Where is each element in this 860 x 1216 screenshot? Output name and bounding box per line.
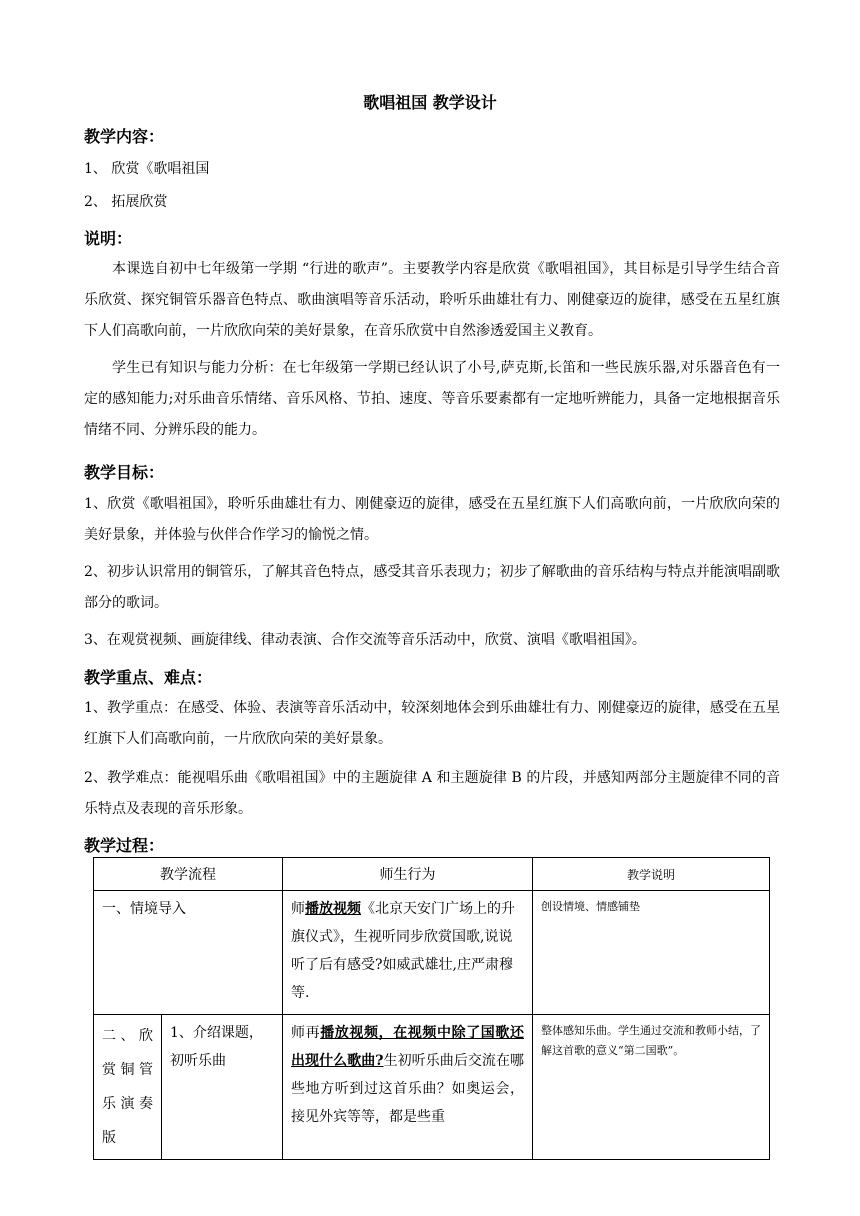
goal-item-1: 1、欣赏《歌唱祖国》，聆听乐曲雄壮有力、刚健豪迈的旋律，感受在五星红旗下人们高歌向前，一片欣欣向荣的美好景象，并体验与伙伴合作学习的愉悦之情。 <box>84 496 780 543</box>
section-heading-process: 教学过程： <box>84 836 165 855</box>
header-note: 教学说明 <box>533 858 770 891</box>
explanation-paragraph-1: 本课选自初中七年级第一学期 “行进的歌声”。主要教学内容是欣赏《歌唱祖国》，其目标是引导学生结合音乐欣赏、探究铜管乐器音色特点、歌曲演唱等音乐活动，聆听乐曲雄壮有力、刚健豪迈的旋律，感受在五星红旗下人们高歌向前，一片欣欣向荣的美好景象，在音乐欣赏中自然渗透爱国主义教育。 <box>84 261 780 339</box>
action-text <box>283 891 532 1011</box>
explanation-paragraph-2: 学生已有知识与能力分析：在七年级第一学期已经认识了小号,萨克斯,长笛和一些民族乐器,对乐器音色有一定的感知能力;对乐曲音乐情绪、音乐风格、节拍、速度、等音乐要素都有一定地听辨能力，具备一定地根据音乐情绪不同、分辨乐段的能力。 <box>84 360 780 438</box>
note-text: 创设情境、情感铺垫 <box>541 900 640 913</box>
content-item-1: 1、 欣赏《歌唱祖国 <box>84 161 210 177</box>
section-heading-explanation: 说明： <box>84 229 133 248</box>
table-header-row <box>94 858 770 891</box>
note-cell <box>533 1015 770 1160</box>
table-row <box>94 891 770 1015</box>
content-item-2: 2、 拓展欣赏 <box>84 194 168 210</box>
action-rest: 《北京天安门广场上的升旗仪式》，生视听同步欣赏国歌,说说听了后有感受?如威武雄壮,庄严肃穆等. <box>291 901 515 1001</box>
section-heading-focus: 教学重点、难点： <box>84 668 213 687</box>
action-prefix: 师再 <box>291 1025 321 1041</box>
stage-cell <box>94 891 283 1015</box>
section-heading-content: 教学内容： <box>84 127 165 146</box>
section-heading-goals: 教学目标： <box>84 463 165 482</box>
action-cell <box>283 891 533 1015</box>
action-text <box>283 1015 532 1135</box>
stage-cell <box>94 1015 162 1160</box>
table-row <box>94 1015 770 1160</box>
stage-label: 一、情境导入 <box>102 901 186 917</box>
focus-item-1: 1、教学重点：在感受、体验、表演等音乐活动中，较深刻地体会到乐曲雄壮有力、刚健豪迈的旋律，感受在五星红旗下人们高歌向前，一片欣欣向荣的美好景象。 <box>84 700 780 747</box>
action-rest: 生初听乐曲后交流在哪些地方听到过这首乐曲？如奥运会，接见外宾等等，都是些重 <box>291 1053 525 1125</box>
header-action: 师生行为 <box>283 858 533 891</box>
focus-item-2: 2、教学难点：能视唱乐曲《歌唱祖国》中的主题旋律 A 和主题旋律 B 的片段，并感知两部分主题旋律不同的音乐特点及表现的音乐形象。 <box>84 770 780 817</box>
goal-item-3: 3、在观赏视频、画旋律线、律动表演、合作交流等音乐活动中，欣赏、演唱《歌唱祖国》。 <box>84 632 646 648</box>
action-cell <box>283 1015 533 1160</box>
page-title: 歌唱祖国 教学设计 <box>363 93 497 112</box>
action-emphasis: 播放视频，在视频中除了国歌还出现什么歌曲? <box>291 1025 525 1069</box>
header-stage: 教学流程 <box>94 858 283 891</box>
process-table <box>93 857 770 1160</box>
action-prefix: 师 <box>291 901 305 917</box>
stage-label: 二、欣赏铜管乐演奏版 <box>102 1028 153 1146</box>
action-emphasis: 播放视频 <box>305 901 361 917</box>
substage-cell <box>162 1015 283 1160</box>
note-cell <box>533 891 770 1015</box>
goal-item-2: 2、初步认识常用的铜管乐，了解其音色特点，感受其音乐表现力；初步了解歌曲的音乐结构与特点并能演唱副歌部分的歌词。 <box>84 564 780 611</box>
note-text: 整体感知乐曲。学生通过交流和教师小结，了解这首歌的意义“第二国歌”。 <box>541 1024 761 1057</box>
substage-label: 1、介绍课题，初听乐曲 <box>170 1025 263 1069</box>
